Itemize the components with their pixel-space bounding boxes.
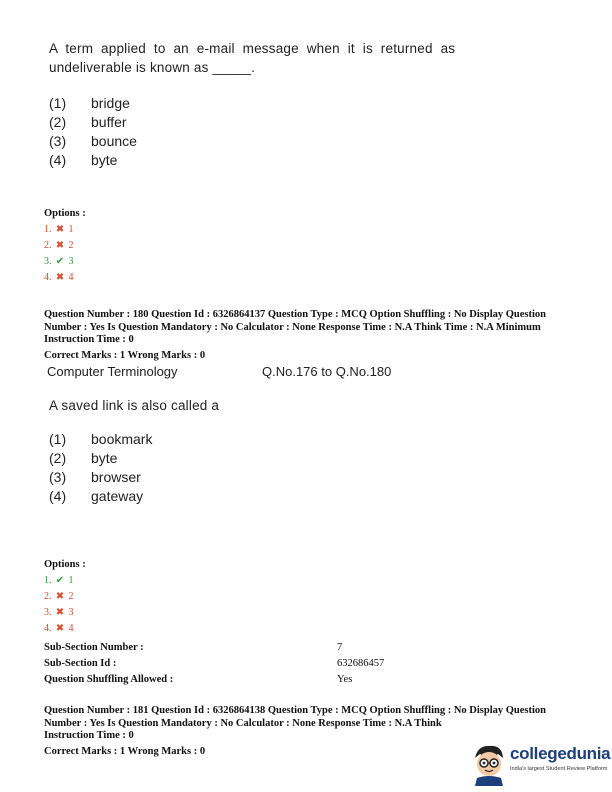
wrong-icon: ✖: [55, 623, 65, 634]
subsection-number-label: Sub-Section Number :: [44, 642, 144, 653]
result-row: 2. ✖ 2: [44, 591, 74, 602]
question-181-meta: Question Number : 181 Question Id : 6326864138 Question Type : MCQ Option Shuffling : No Display Question Number : Yes Is Question Mandatory : No Calculator : None Response Time : N.A Think Instruction Time : 0 Correct Marks : 1 Wrong Marks : 0: [44, 705, 547, 757]
options-heading: Options :: [44, 559, 86, 570]
wrong-icon: ✖: [55, 591, 65, 602]
question-179-text: [49, 39, 489, 77]
mascot-icon: [470, 742, 508, 786]
question-180-text: A saved link is also called a: [49, 398, 220, 413]
check-icon: ✔: [55, 575, 65, 586]
answer-results-180: [44, 574, 104, 636]
subsection-id-value: 632686457: [337, 658, 385, 669]
result-row: 1. ✔ 1: [44, 575, 74, 586]
question-line-1: A term applied to an e-mail message when it is returned as: [49, 41, 456, 56]
logo-tagline: India's largest Student Review Platform: [510, 766, 608, 772]
result-row: 3. ✖ 3: [44, 607, 74, 618]
result-row: 3. ✔ 3: [44, 256, 74, 267]
result-row: 1. ✖ 1: [44, 224, 74, 235]
wrong-icon: ✖: [55, 240, 65, 251]
result-row: 4. ✖ 4: [44, 272, 74, 283]
result-row: 4. ✖ 4: [44, 623, 74, 634]
question-180-meta: Question Number : 180 Question Id : 6326864137 Question Type : MCQ Option Shuffling : No Display Question Number : Yes Is Question Mandatory : No Calculator : None Response Time : N.A Think Time : N.A Minimum Instruction Time : 0 Correct Marks : 1 Wrong Marks : 0: [44, 309, 547, 361]
shuffle-value: Yes: [337, 674, 353, 685]
answer-results-179: [44, 223, 104, 285]
options-heading: Options :: [44, 208, 86, 219]
subsection-number-value: 7: [337, 642, 343, 653]
wrong-icon: ✖: [55, 607, 65, 618]
question-180-options: (1) bookmark (2) byte (3) browser (4) gateway: [49, 431, 153, 504]
subsection-id-label: Sub-Section Id :: [44, 658, 117, 669]
shuffle-label: Question Shuffling Allowed :: [44, 674, 174, 685]
question-line-2: undeliverable is known as _____.: [49, 60, 256, 75]
section-topic: Computer Terminology: [47, 364, 178, 379]
question-179-options: (1) bridge (2) buffer (3) bounce (4) byte: [49, 95, 137, 168]
logo-wordmark: collegedunia: [510, 744, 611, 763]
check-icon: ✔: [55, 256, 65, 267]
wrong-icon: ✖: [55, 272, 65, 283]
section-range: Q.No.176 to Q.No.180: [262, 364, 392, 379]
collegedunia-logo: [470, 742, 610, 786]
result-row: 2. ✖ 2: [44, 240, 74, 251]
wrong-icon: ✖: [55, 224, 65, 235]
